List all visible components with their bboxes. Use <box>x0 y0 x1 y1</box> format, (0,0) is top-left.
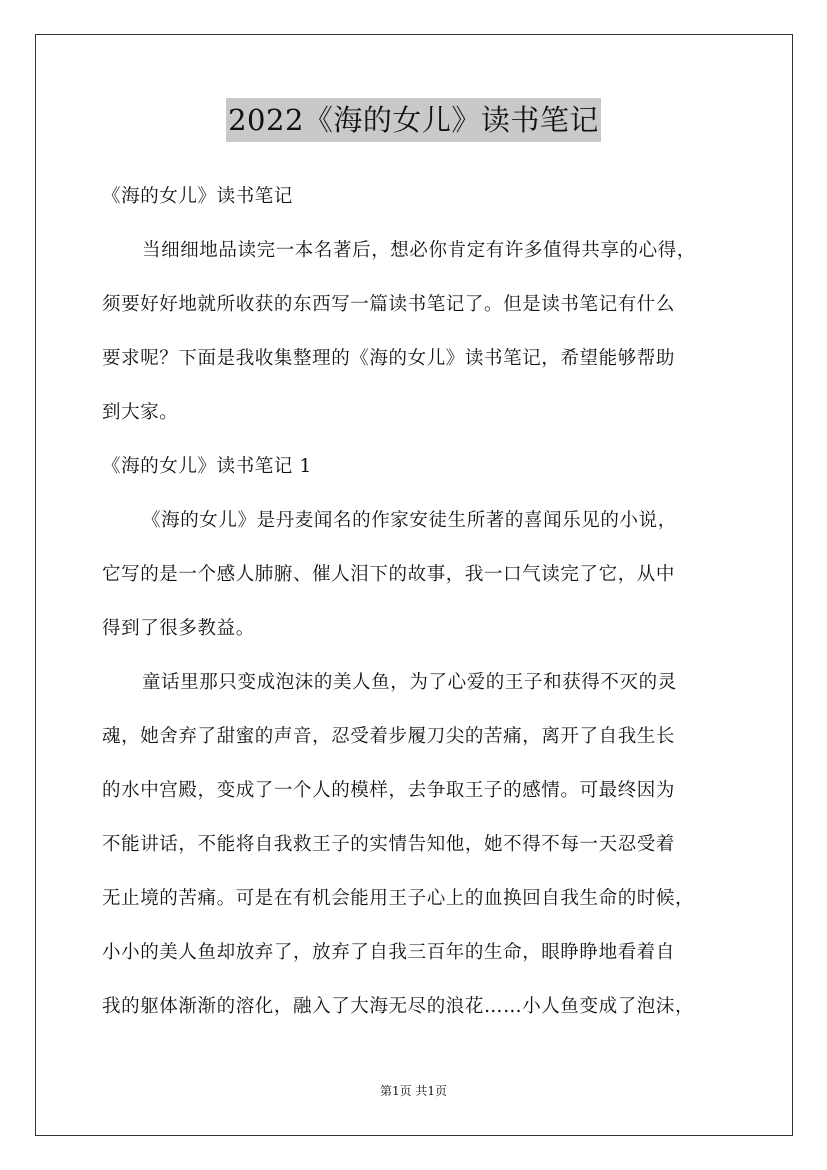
section-heading: 《海的女儿》读书笔记 1 <box>102 456 312 477</box>
paragraph-line: 不能讲话，不能将自我救王子的实情告知他，她不得不每一天忍受着 <box>102 834 676 855</box>
paragraph-line: 《海的女儿》是丹麦闻名的作家安徒生所著的喜闻乐见的小说， <box>142 510 677 531</box>
paragraph-line: 我的躯体渐渐的溶化，融入了大海无尽的浪花……小人鱼变成了泡沫， <box>102 996 695 1017</box>
document-title: 2022《海的女儿》读书笔记 <box>226 98 601 142</box>
document-body <box>102 170 742 1034</box>
paragraph-line: 魂，她舍弃了甜蜜的声音，忍受着步履刀尖的苦痛，离开了自我生长 <box>102 726 676 747</box>
title-container <box>0 98 827 142</box>
paragraph-line: 要求呢？下面是我收集整理的《海的女儿》读书笔记，希望能够帮助 <box>102 348 676 369</box>
page-number-footer: 第1页 共1页 <box>379 1084 448 1098</box>
section-heading: 《海的女儿》读书笔记 <box>102 186 294 207</box>
paragraph-line: 到大家。 <box>102 402 179 423</box>
paragraph-line: 得到了很多教益。 <box>102 618 255 639</box>
paragraph-line: 的水中宫殿，变成了一个人的模样，去争取王子的感情。可最终因为 <box>102 780 676 801</box>
paragraph-line: 无止境的苦痛。可是在有机会能用王子心上的血换回自我生命的时候， <box>102 888 695 909</box>
paragraph-line: 须要好好地就所收获的东西写一篇读书笔记了。但是读书笔记有什么 <box>102 294 676 315</box>
paragraph-line: 小小的美人鱼却放弃了，放弃了自我三百年的生命，眼睁睁地看着自 <box>102 942 676 963</box>
paragraph-line: 童话里那只变成泡沫的美人鱼，为了心爱的王子和获得不灭的灵 <box>142 672 677 693</box>
paragraph-line: 当细细地品读完一本名著后，想必你肯定有许多值得共享的心得， <box>142 240 696 261</box>
paragraph-line: 它写的是一个感人肺腑、催人泪下的故事，我一口气读完了它，从中 <box>102 564 676 585</box>
